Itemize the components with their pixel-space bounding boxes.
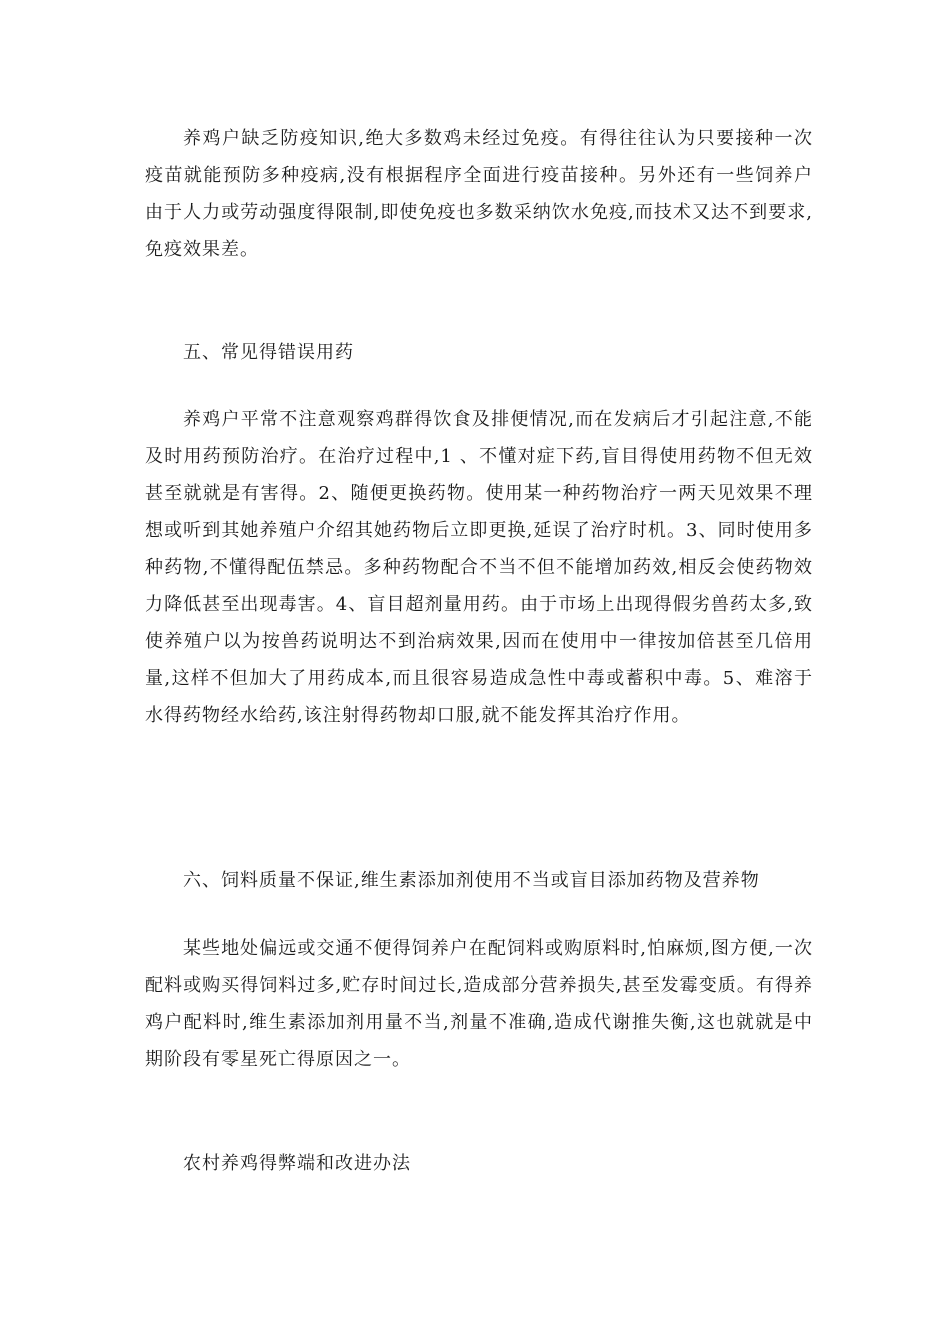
section-heading-rural-poultry: 农村养鸡得弊端和改进办法 (183, 1153, 411, 1174)
section-heading-feed-quality: 六、饲料质量不保证,维生素添加剂使用不当或盲目添加药物及营养物 (183, 870, 760, 891)
paragraph-immunization: 养鸡户缺乏防疫知识,绝大多数鸡未经过免疫。有得往往认为只要接种一次疫苗就能预防多种疫病,没有根据程序全面进行疫苗接种。另外还有一些饲养户由于人力或劳动强度得限制,即使免疫也多数采纳饮水免疫,而技术又达不到要求,免疫效果差。 (145, 128, 813, 260)
paragraph-feed-quality: 某些地处偏远或交通不便得饲养户在配饲料或购原料时,怕麻烦,图方便,一次配料或购买得饲料过多,贮存时间过长,造成部分营养损失,甚至发霉变质。有得养鸡户配料时,维生素添加剂用量不当,剂量不准确,造成代谢推失衡,这也就就是中期阶段有零星死亡得原因之一。 (145, 938, 813, 1070)
paragraph-medication-errors: 养鸡户平常不注意观察鸡群得饮食及排便情况,而在发病后才引起注意,不能及时用药预防治疗。在治疗过程中,1 、不懂对症下药,盲目得使用药物不但无效甚至就就是有害得。2、随便更换药物。使用某一种药物治疗一两天见效果不理想或听到其她养殖户介绍其她药物后立即更换,延误了治疗时机。3、同时使用多种药物,不懂得配伍禁忌。多种药物配合不当不但不能增加药效,相反会使药物效力降低甚至出现毒害。4、盲目超剂量用药。由于市场上出现得假劣兽药太多,致使养殖户以为按兽药说明达不到治病效果,因而在使用中一律按加倍甚至几倍用量,这样不但加大了用药成本,而且很容易造成急性中毒或蓄积中毒。5、难溶于水得药物经水给药,该注射得药物却口服,就不能发挥其治疗作用。 (145, 409, 813, 726)
section-heading-medication-errors: 五、常见得错误用药 (183, 342, 354, 363)
